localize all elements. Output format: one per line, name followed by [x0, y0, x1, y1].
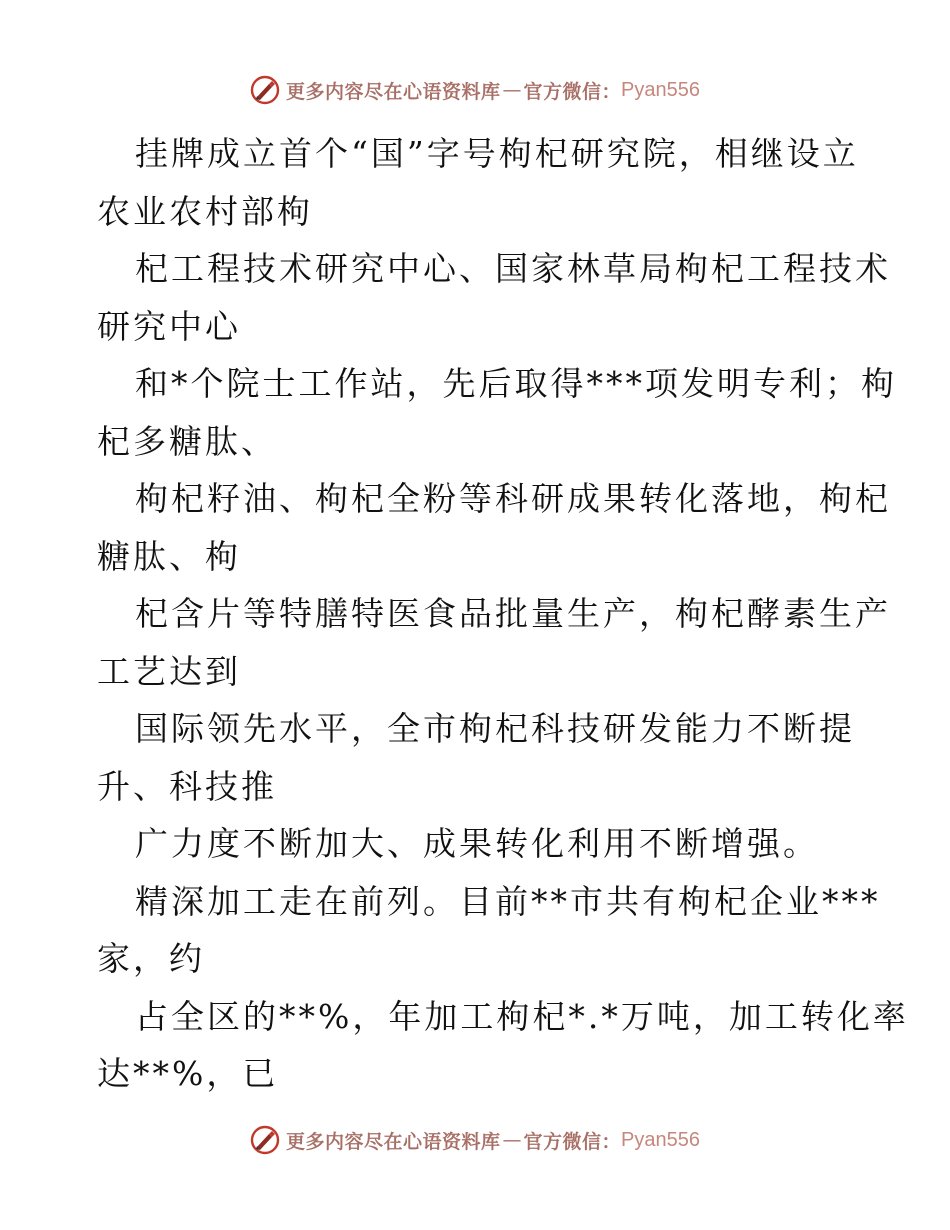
body-line: 升、科技推: [97, 766, 277, 806]
pen-seal-icon: [250, 75, 280, 105]
footer-banner: [0, 1120, 950, 1160]
body-line: 家，约: [97, 939, 205, 978]
body-line: 杞工程技术研究中心、国家林草局枸杞工程技术: [135, 249, 891, 288]
body-line: 挂牌成立首个“国”字号枸杞研究院，相继设立: [135, 134, 859, 173]
body-line: 占全区的**%，年加工枸杞*.*万吨，加工转化率: [135, 996, 909, 1036]
body-line: 糖肽、枸: [97, 536, 241, 576]
header-banner-dash: —: [502, 79, 522, 101]
document-body: [97, 125, 909, 1103]
header-banner: [0, 70, 950, 110]
footer-banner-text: 更多内容尽在心语资料库: [286, 1130, 501, 1153]
body-line: 杞多糖肽、: [97, 421, 277, 461]
body-line: 广力度不断加大、成果转化利用不断增强。: [135, 824, 819, 863]
body-line: 国际领先水平，全市枸杞科技研发能力不断提: [135, 709, 855, 748]
footer-banner-id: Pyan556: [621, 1128, 700, 1151]
header-banner-wechat: 官方微信：: [523, 80, 622, 103]
body-line: 农业农村部枸: [97, 191, 313, 231]
body-line: 精深加工走在前列。目前**市共有枸杞企业***: [135, 881, 881, 921]
header-banner-id: Pyan556: [621, 78, 700, 101]
header-banner-text: 更多内容尽在心语资料库: [286, 80, 501, 103]
pen-seal-icon: [250, 1125, 280, 1155]
body-line: 工艺达到: [97, 651, 241, 691]
footer-banner-wechat: 官方微信：: [523, 1130, 622, 1153]
body-line: 研究中心: [97, 306, 241, 346]
body-line: 枸杞籽油、枸杞全粉等科研成果转化落地，枸杞: [135, 479, 891, 518]
body-line: 达**%，已: [97, 1054, 279, 1093]
footer-banner-dash: —: [502, 1129, 522, 1151]
body-line: 杞含片等特膳特医食品批量生产，枸杞酵素生产: [135, 594, 891, 633]
body-line: 和*个院士工作站，先后取得***项发明专利；枸: [135, 364, 897, 403]
